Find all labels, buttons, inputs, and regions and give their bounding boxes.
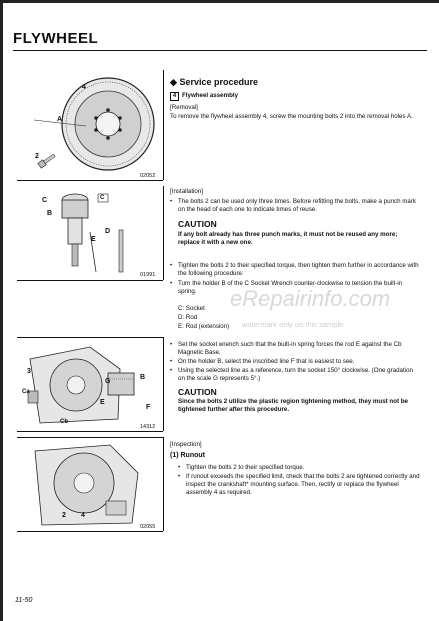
step-number: 4 — [170, 92, 179, 101]
figure-separator — [17, 531, 163, 532]
figure-separator — [17, 337, 163, 338]
installation-bullet: • Using the selected line as a reference, turn the socket 150° clockwise. (One gradation on the scale G represents 5°.) — [170, 367, 420, 383]
label-c-tool: C — [100, 195, 105, 201]
installation-bullet: • Tighten the bolts 2 to their specified torque, then tighten them further in accordance with the following procedure: — [170, 262, 420, 278]
flywheel-hub — [96, 112, 120, 136]
label-4: 4 — [82, 84, 86, 91]
figure-id: 02052 — [140, 173, 156, 179]
holder — [62, 200, 88, 218]
label-ca: Ca — [22, 389, 30, 395]
runout-heading: (1) Runout — [170, 452, 205, 459]
mounting-bolt-icon — [38, 153, 56, 168]
figure-id: 02055 — [140, 524, 156, 530]
service-procedure-heading — [170, 77, 258, 88]
part-item: E: Rod (extension) — [178, 323, 230, 330]
step-label: Flywheel assembly — [182, 92, 239, 99]
watermark-logo: eRepairinfo.com — [230, 286, 391, 311]
caution-text: Since the bolts 2 utilize the plastic region tightening method, they must not be tightened further after this procedure. — [178, 398, 408, 413]
dial-gauge — [106, 501, 126, 515]
figure-divider — [163, 337, 164, 431]
caution-text: If any bolt already has three punch marks, it must not be reused any more; replace it with a new one. — [178, 231, 398, 246]
caution-title: CAUTION — [178, 387, 217, 397]
rod-extension — [119, 230, 123, 272]
figure-divider — [163, 70, 164, 180]
label-e: E — [91, 236, 96, 243]
label-2: 2 — [35, 153, 39, 160]
label-cb: Cb — [60, 419, 68, 425]
figure-separator — [17, 180, 163, 181]
figure-separator — [17, 437, 163, 438]
service-title: Service procedure — [179, 77, 258, 87]
rod — [72, 244, 78, 266]
label-c: C — [42, 197, 48, 204]
page-number: 11-50 — [15, 597, 33, 604]
figure-separator — [17, 431, 163, 432]
label-b: B — [47, 210, 53, 217]
removal-text: To remove the flywheel assembly 4, screw the mounting bolts 2 into the removal holes A. — [170, 113, 413, 120]
page-title: FLYWHEEL — [13, 30, 99, 47]
removal-heading: [Removal] — [170, 104, 198, 111]
figure-id: 14312 — [140, 424, 156, 430]
header-rule — [13, 50, 427, 51]
caution-title: CAUTION — [178, 219, 217, 229]
installation-bullet: • Turn the holder B of the C Socket Wrench counter-clockwise to tension the built-in spring. — [170, 280, 420, 296]
figure-divider — [163, 437, 164, 531]
label-4: 4 — [81, 512, 85, 519]
part-item: D: Rod — [178, 314, 198, 321]
part-item: C: Socket — [178, 305, 205, 312]
inspection-heading: [Inspection] — [170, 441, 202, 448]
label-d: D — [105, 228, 111, 235]
installation-heading: [Installation] — [170, 188, 204, 195]
inspection-bullet: • If runout exceeds the specified limit, check that the bolts 2 are tightened correctly and inspect the crankshaft* mounting surface. Then, rectify or replace the flywheel assembly 4 as required. — [178, 473, 420, 497]
installation-bullet: • The bolts 2 can be used only three times. Before refitting the bolts, make a punch mark on the head of each one to indicate times of reuse. — [170, 198, 420, 214]
flywheel-figure — [20, 72, 162, 178]
runout-figure — [20, 439, 162, 529]
socket — [68, 218, 82, 244]
label-b: B — [140, 374, 146, 381]
label-2: 2 — [62, 512, 66, 519]
tightening-figure — [20, 339, 162, 429]
label-e: E — [100, 399, 105, 406]
watermark-text: watermark only on this sample — [242, 320, 344, 329]
step-heading — [170, 92, 420, 101]
label-g: G — [105, 378, 111, 385]
figure-separator — [17, 280, 163, 281]
label-f: F — [146, 404, 151, 411]
figure-id: 01991 — [140, 272, 156, 278]
label-3: 3 — [27, 368, 31, 375]
inspection-bullet: • Tighten the bolts 2 to their specified torque. — [178, 464, 420, 472]
installation-bullet: • On the holder B, select the inscribed line F that is easiest to see. — [170, 358, 420, 366]
figure-divider — [163, 186, 164, 280]
label-a: A — [57, 116, 63, 123]
holder-closeup — [108, 373, 134, 395]
installation-bullet: • Set the socket wrench such that the built-in spring forces the rod E against the Cb Magnetic Base. — [170, 341, 420, 357]
diamond-icon: ◆ — [170, 77, 177, 87]
